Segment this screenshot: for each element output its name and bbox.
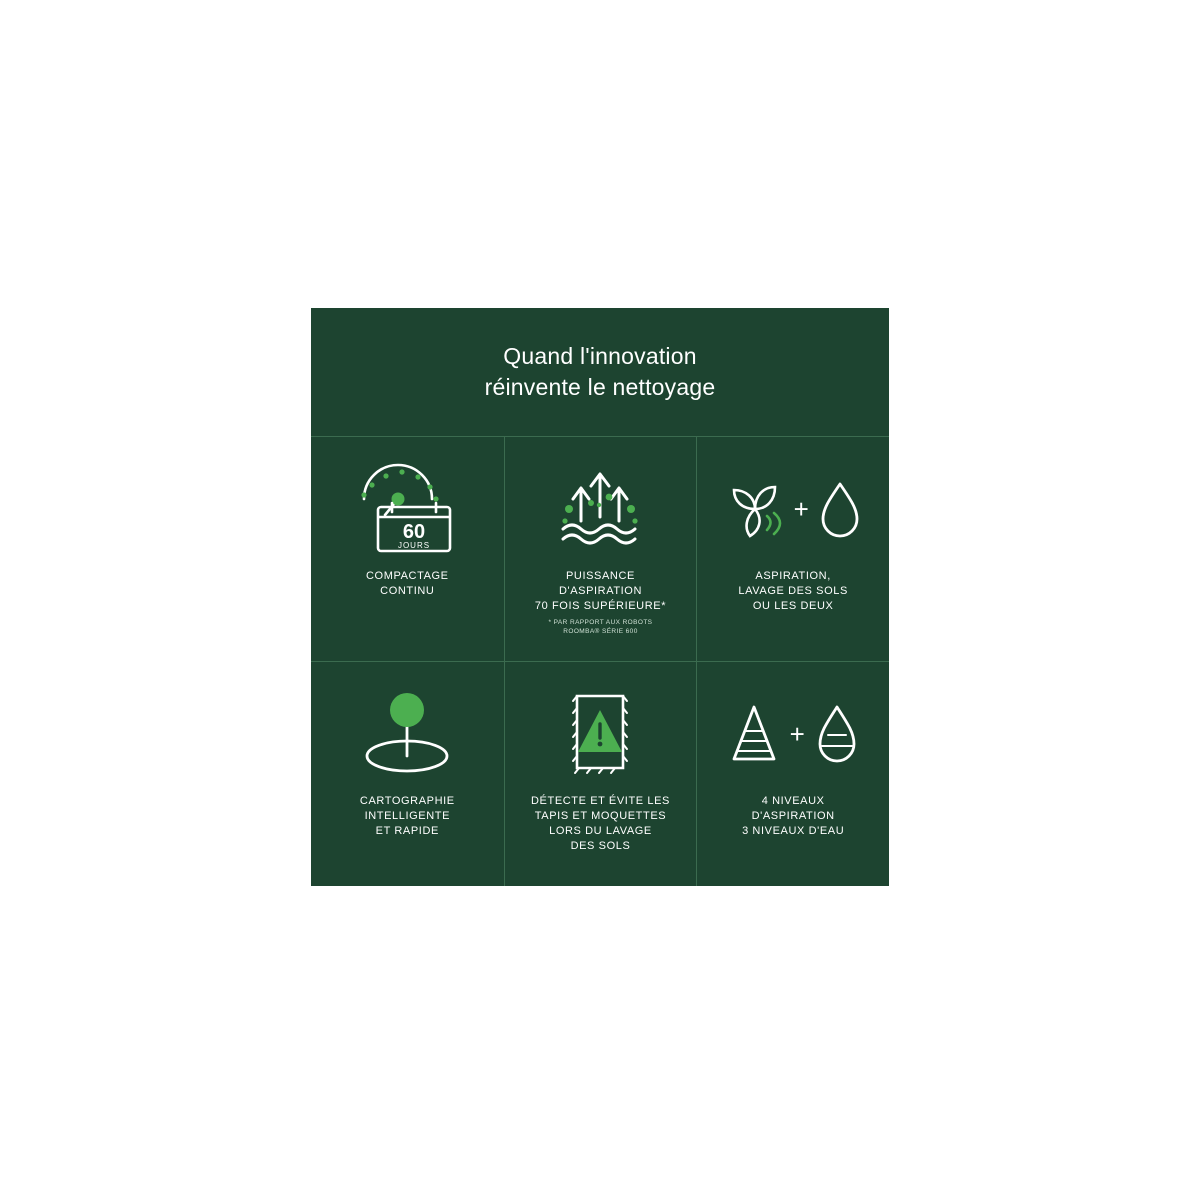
calendar-60-days-icon xyxy=(342,455,472,563)
feature-caption xyxy=(527,569,674,614)
plus-separator: + xyxy=(789,719,805,749)
caption-line: COMPACTAGE xyxy=(366,570,449,582)
caption-line: DES SOLS xyxy=(570,840,631,852)
feature-footnote xyxy=(549,618,653,636)
caption-line: CONTINU xyxy=(380,585,435,597)
feature-caption xyxy=(734,794,852,839)
feature-cell-niveaux xyxy=(696,661,889,886)
suction-fan-icon xyxy=(724,476,786,542)
caption-line: INTELLIGENTE xyxy=(364,810,451,822)
caption-line: 3 NIVEAUX D'EAU xyxy=(742,825,845,837)
feature-cell-tapis xyxy=(504,661,697,886)
caption-line: ASPIRATION, xyxy=(755,570,831,582)
header-line-1: Quand l'innovation xyxy=(503,343,697,369)
caption-line: 4 NIVEAUX xyxy=(761,795,825,807)
feature-cell-compactage xyxy=(311,436,504,661)
caption-line: LAVAGE DES SOLS xyxy=(738,585,848,597)
feature-panel xyxy=(311,308,889,886)
feature-cell-aspiration-lavage xyxy=(696,436,889,661)
header-line-2: réinvente le nettoyage xyxy=(484,374,716,400)
suction-levels-icon xyxy=(726,701,782,767)
caption-line: CARTOGRAPHIE xyxy=(359,795,455,807)
feature-cell-cartographie xyxy=(311,661,504,886)
caption-line: 70 FOIS SUPÉRIEURE* xyxy=(534,600,667,612)
caption-line: ET RAPIDE xyxy=(375,825,439,837)
panel-header xyxy=(311,308,889,436)
footnote-line: * PAR RAPPORT AUX ROBOTS xyxy=(548,619,653,626)
suction-power-arrows-icon xyxy=(535,455,665,563)
calendar-days-unit: JOURS xyxy=(398,541,431,550)
caption-line: OU LES DEUX xyxy=(752,600,834,612)
water-levels-drop-icon xyxy=(813,701,861,767)
caption-line: TAPIS ET MOQUETTES xyxy=(534,810,667,822)
footnote-line: ROOMBA® SÉRIE 600 xyxy=(563,628,638,635)
caption-line: LORS DU LAVAGE xyxy=(549,825,652,837)
feature-caption xyxy=(523,794,678,854)
smart-mapping-pin-icon xyxy=(342,680,472,788)
caption-line: D'ASPIRATION xyxy=(558,585,643,597)
feature-caption xyxy=(352,794,463,839)
caption-line: PUISSANCE xyxy=(565,570,635,582)
caption-line: DÉTECTE ET ÉVITE LES xyxy=(531,795,670,807)
water-drop-icon xyxy=(817,476,863,542)
carpet-avoidance-warning-icon xyxy=(535,680,665,788)
feature-grid xyxy=(311,436,889,886)
plus-separator: + xyxy=(793,494,809,524)
feature-cell-puissance xyxy=(504,436,697,661)
calendar-days-number: 60 xyxy=(403,521,426,543)
caption-line: D'ASPIRATION xyxy=(751,810,835,822)
feature-caption xyxy=(730,569,855,614)
feature-caption xyxy=(358,569,457,599)
